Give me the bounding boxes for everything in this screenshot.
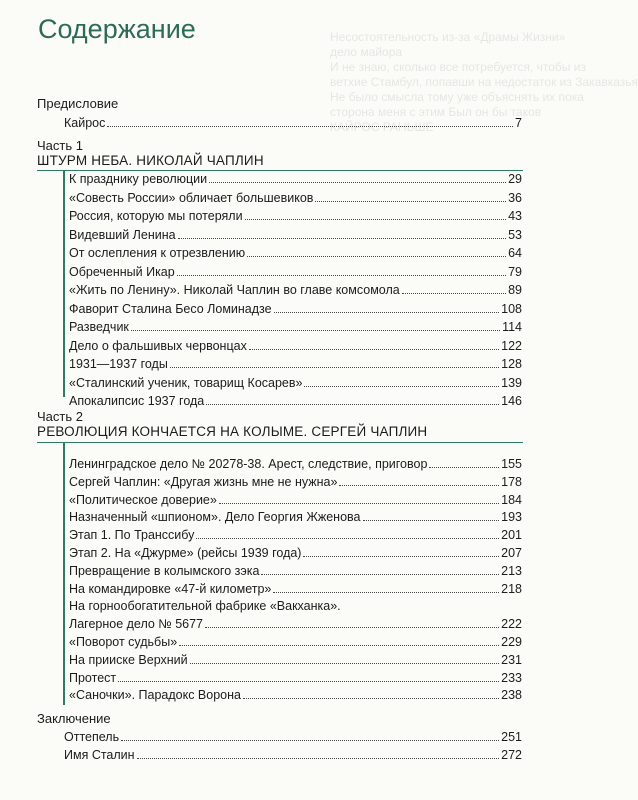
toc-entry[interactable]: [64, 730, 522, 747]
toc-entry[interactable]: [69, 582, 522, 599]
entry-title: Сергей Чаплин: «Другая жизнь мне не нужна»: [69, 474, 338, 489]
page-number: 79: [508, 264, 522, 279]
bleed-through-line: дело майора: [330, 45, 403, 59]
entry-title: «Саночки». Парадокс Ворона: [69, 688, 241, 703]
entry-title: Апокалипсис 1937 года: [69, 394, 205, 408]
page-number: 64: [508, 246, 522, 260]
page-title: Содержание: [38, 14, 196, 44]
leader-dots: [206, 404, 499, 405]
leader-dots: [243, 698, 499, 699]
toc-entry[interactable]: [69, 688, 522, 705]
toc-entry[interactable]: [69, 528, 522, 545]
leader-dots: [245, 219, 507, 220]
toc-entry[interactable]: [69, 457, 522, 474]
leader-dots: [274, 312, 500, 313]
page-number: 184: [501, 492, 522, 507]
entry-title: «Совесть России» обличает большевиков: [69, 190, 314, 205]
entry-title: От ослепления к отрезвлению: [69, 246, 246, 260]
page-number: 193: [501, 510, 522, 525]
part-1-label: Часть 1: [37, 138, 83, 153]
bleed-through-line: И не знаю, сколько все потребуется, чтобы из: [330, 60, 586, 74]
part-2-bar: [63, 443, 65, 705]
leader-dots: [179, 645, 499, 646]
toc-entry[interactable]: [69, 357, 522, 374]
leader-dots: [196, 538, 499, 539]
page-number: 7: [515, 116, 522, 130]
entry-title: Кайрос: [64, 116, 106, 130]
toc-entry[interactable]: [64, 116, 522, 133]
page-number: 122: [501, 338, 522, 353]
leader-dots: [190, 663, 500, 664]
entry-title: Превращение в колымского зэка: [69, 563, 260, 578]
toc-entry[interactable]: [69, 209, 522, 226]
entry-title: На прииске Верхний: [69, 652, 188, 667]
leader-dots: [247, 256, 506, 257]
page-number: 272: [501, 748, 522, 762]
page-number: 128: [501, 357, 522, 371]
entry-title: Протест: [69, 670, 117, 685]
toc-entry[interactable]: [69, 635, 522, 652]
toc-entry[interactable]: [69, 510, 522, 527]
page-number: 29: [508, 172, 522, 186]
entry-title: Разведчик: [69, 320, 129, 334]
part-2-title: РЕВОЛЮЦИЯ КОНЧАЕТСЯ НА КОЛЫМЕ. СЕРГЕЙ ЧАПЛИН: [37, 424, 428, 439]
toc-entry[interactable]: [69, 283, 522, 300]
entry-title: К празднику революции: [69, 172, 208, 186]
toc-entry[interactable]: [69, 617, 522, 634]
leader-dots: [118, 681, 499, 682]
page-number: 178: [501, 474, 522, 489]
leader-dots: [304, 386, 499, 387]
preface-label: Предисловие: [37, 96, 119, 111]
part-1-rule: [37, 170, 523, 171]
page-number: 89: [508, 283, 522, 297]
toc-entry[interactable]: [69, 339, 522, 356]
entry-title: «Жить по Ленину». Николай Чаплин во главе комсомола: [69, 283, 400, 297]
entry-title: «Поворот судьбы»: [69, 635, 178, 649]
toc-entry[interactable]: [69, 302, 522, 319]
leader-dots: [402, 293, 506, 294]
entry-title: Ленинградское дело № 20278-38. Арест, следствие, приговор: [69, 457, 428, 471]
leader-dots: [261, 574, 499, 575]
leader-dots: [205, 627, 499, 628]
bleed-through-line: Несостоятельность из-за «Драмы Жизни»: [330, 30, 566, 44]
page-number: 139: [501, 375, 522, 390]
page-number: 238: [501, 688, 522, 703]
entry-title: «Политическое доверие»: [69, 492, 217, 507]
toc-entry[interactable]: [69, 191, 522, 208]
toc-entry[interactable]: [69, 394, 522, 411]
leader-dots: [219, 503, 499, 504]
page-number: 155: [501, 457, 522, 471]
entry-title: Россия, которую мы потеряли: [69, 209, 243, 223]
leader-dots: [137, 758, 500, 759]
leader-dots: [178, 238, 507, 239]
leader-dots: [209, 182, 506, 183]
part-2-rule: [37, 442, 523, 443]
entry-title: Видевший Ленина: [69, 227, 176, 242]
bleed-through-line: Не было смысла тому уже объяснять их пока: [330, 90, 584, 104]
entry-title: «Сталинский ученик, товарищ Косарев»: [69, 375, 303, 390]
leader-dots: [131, 330, 500, 331]
page-number: 233: [501, 670, 522, 685]
toc-entry[interactable]: [69, 564, 522, 581]
entry-title: Обреченный Икар: [69, 264, 175, 279]
page-number: 53: [508, 227, 522, 242]
toc-entry[interactable]: [69, 475, 522, 492]
page-number: 146: [501, 394, 522, 408]
leader-dots: [107, 126, 513, 127]
bleed-through-line: ветхие Стамбул, попавши на недостаток из Закавказья: [330, 75, 638, 89]
page-number: 36: [508, 190, 522, 205]
page-number: 231: [501, 652, 522, 667]
toc-entry[interactable]: [64, 748, 522, 765]
entry-title: На горнообогатительной фабрике «Вакханка».: [69, 599, 341, 614]
entry-title: Имя Сталин: [64, 748, 135, 762]
entry-title: Фаворит Сталина Бесо Ломинадзе: [69, 301, 272, 316]
toc-entry[interactable]: [69, 172, 522, 189]
toc-entry[interactable]: [69, 599, 522, 616]
page-number: 218: [501, 581, 522, 596]
page-number: 207: [501, 546, 522, 560]
toc-entry[interactable]: [69, 546, 522, 563]
leader-dots: [273, 592, 499, 593]
entry-title: Этап 1. По Транссибу: [69, 528, 195, 543]
toc-entry[interactable]: [69, 493, 522, 510]
entry-title: Оттепель: [64, 730, 120, 744]
page-number: 229: [501, 635, 522, 649]
entry-title: 1931—1937 годы: [69, 357, 168, 371]
leader-dots: [315, 201, 506, 202]
page-number: 251: [501, 730, 522, 744]
entry-title: Дело о фальшивых червонцах: [69, 338, 247, 353]
toc-entry[interactable]: [69, 265, 522, 282]
bleed-through-line: сторона меня с этим Был он бы таков: [330, 105, 542, 119]
toc-entry[interactable]: [69, 671, 522, 688]
page-number: 201: [501, 528, 522, 543]
entry-title: Этап 2. На «Джурме» (рейсы 1939 года): [69, 546, 302, 560]
part-1-title: ШТУРМ НЕБА. НИКОЛАЙ ЧАПЛИН: [37, 153, 264, 168]
leader-dots: [170, 367, 499, 368]
leader-dots: [121, 740, 499, 741]
toc-entry[interactable]: [69, 246, 522, 263]
part-1-bar: [63, 171, 65, 397]
leader-dots: [303, 556, 499, 557]
page-number: 114: [502, 320, 522, 334]
toc-entry[interactable]: [69, 653, 522, 670]
bleed-through-line: КАЙРОС РАНЬШЕ: [330, 120, 434, 134]
leader-dots: [249, 349, 499, 350]
page-number: 108: [501, 301, 522, 316]
leader-dots: [363, 520, 500, 521]
leader-dots: [429, 467, 499, 468]
entry-title: Лагерное дело № 5677: [69, 617, 204, 632]
entry-title: На командировке «47-й километр»: [69, 581, 272, 596]
toc-entry[interactable]: [69, 228, 522, 245]
leader-dots: [177, 275, 506, 276]
entry-title: Назначенный «шпионом». Дело Георгия Жженова: [69, 510, 361, 525]
page-number: 43: [508, 209, 522, 223]
toc-entry[interactable]: [69, 320, 522, 337]
conclusion-label: Заключение: [37, 711, 111, 726]
page-number: 222: [501, 617, 522, 632]
page-number: 213: [501, 563, 522, 578]
leader-dots: [339, 485, 499, 486]
part-2-label: Часть 2: [37, 409, 83, 424]
toc-entry[interactable]: [69, 376, 522, 393]
